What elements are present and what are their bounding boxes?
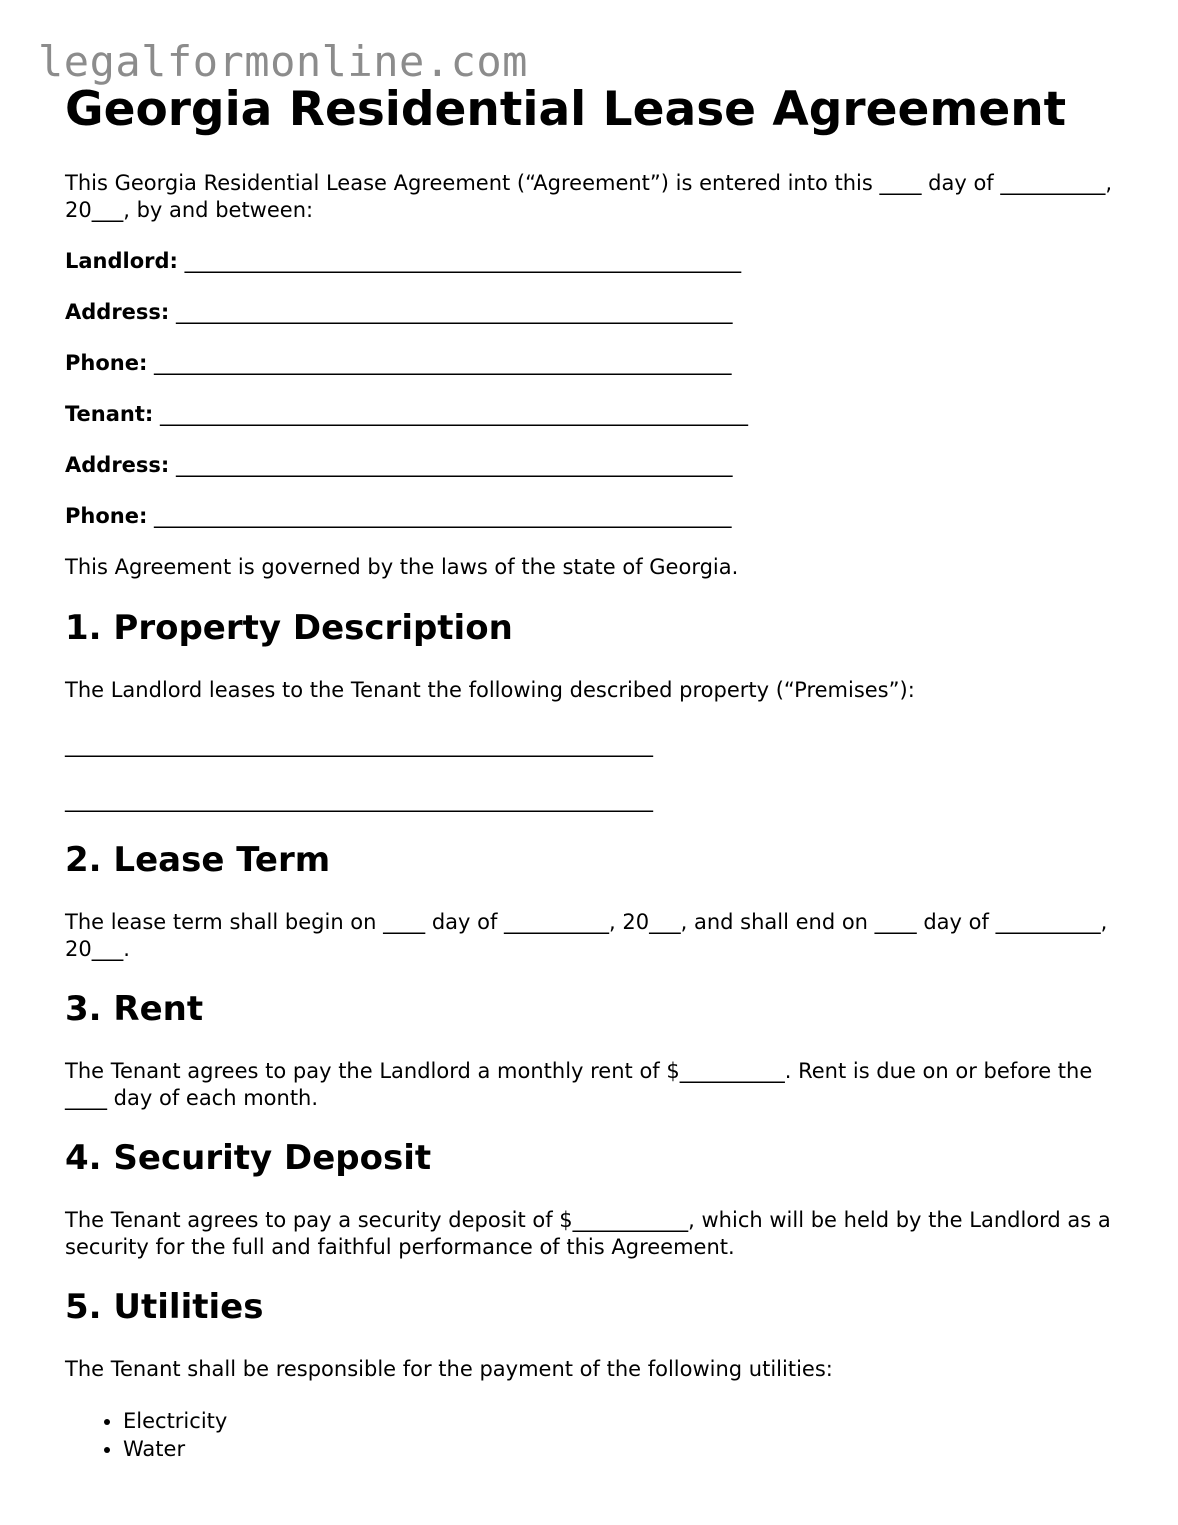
section-heading-property: 1. Property Description	[65, 608, 513, 648]
list-item: • Water	[123, 1435, 1115, 1463]
section-text-lease-term: The lease term shall begin on ____ day of __________, 20___, and shall end on ____ day of __________, 20___.	[65, 910, 1108, 961]
section-text-utilities: The Tenant shall be responsible for the payment of the following utilities:	[65, 1357, 833, 1381]
section-heading-lease-term: 2. Lease Term	[65, 840, 331, 880]
governing-law-statement: This Agreement is governed by the laws of the state of Georgia.	[65, 555, 739, 579]
tenant-field	[65, 401, 1115, 428]
tenant-phone-label: Phone:	[65, 504, 148, 528]
list-item: • Electricity	[123, 1407, 1115, 1435]
landlord-phone-field	[65, 350, 1115, 377]
landlord-phone-label: Phone:	[65, 351, 148, 375]
tenant-phone-field	[65, 503, 1115, 530]
landlord-label: Landlord:	[65, 249, 178, 273]
tenant-address-field	[65, 452, 1115, 479]
utilities-list	[65, 1407, 1115, 1463]
tenant-phone-blank: _______________________________________________________	[154, 504, 732, 528]
landlord-address-field	[65, 299, 1115, 326]
section-text-property: The Landlord leases to the Tenant the following described property (“Premises”):	[65, 678, 915, 702]
landlord-field	[65, 248, 1115, 275]
tenant-address-label: Address:	[65, 453, 170, 477]
landlord-address-blank: _____________________________________________________	[176, 300, 733, 324]
landlord-address-label: Address:	[65, 300, 170, 324]
site-watermark: legalformonline.com	[38, 37, 528, 86]
section-heading-security-deposit: 4. Security Deposit	[65, 1138, 432, 1178]
landlord-blank: _____________________________________________________	[184, 249, 742, 273]
tenant-address-blank: _____________________________________________________	[176, 453, 733, 477]
section-text-rent: The Tenant agrees to pay the Landlord a monthly rent of $__________. Rent is due on or before the ____ day of each month.	[65, 1059, 1093, 1110]
section-heading-rent: 3. Rent	[65, 989, 204, 1029]
lease-document	[65, 80, 1115, 1463]
property-blank-line-1: ________________________________________________________	[65, 733, 653, 757]
document-title: Georgia Residential Lease Agreement	[65, 82, 1067, 137]
landlord-phone-blank: _______________________________________________________	[154, 351, 732, 375]
property-blank-line-2: ________________________________________________________	[65, 788, 653, 812]
tenant-blank: ________________________________________________________	[159, 402, 748, 426]
tenant-label: Tenant:	[65, 402, 154, 426]
intro-paragraph: This Georgia Residential Lease Agreement (“Agreement”) is entered into this ____ day of __________, 20___, by and between:	[65, 171, 1113, 222]
section-heading-utilities: 5. Utilities	[65, 1287, 264, 1327]
section-text-security-deposit: The Tenant agrees to pay a security deposit of $___________, which will be held by the Landlord as a security for the full and faithful performance of this Agreement.	[65, 1208, 1111, 1259]
